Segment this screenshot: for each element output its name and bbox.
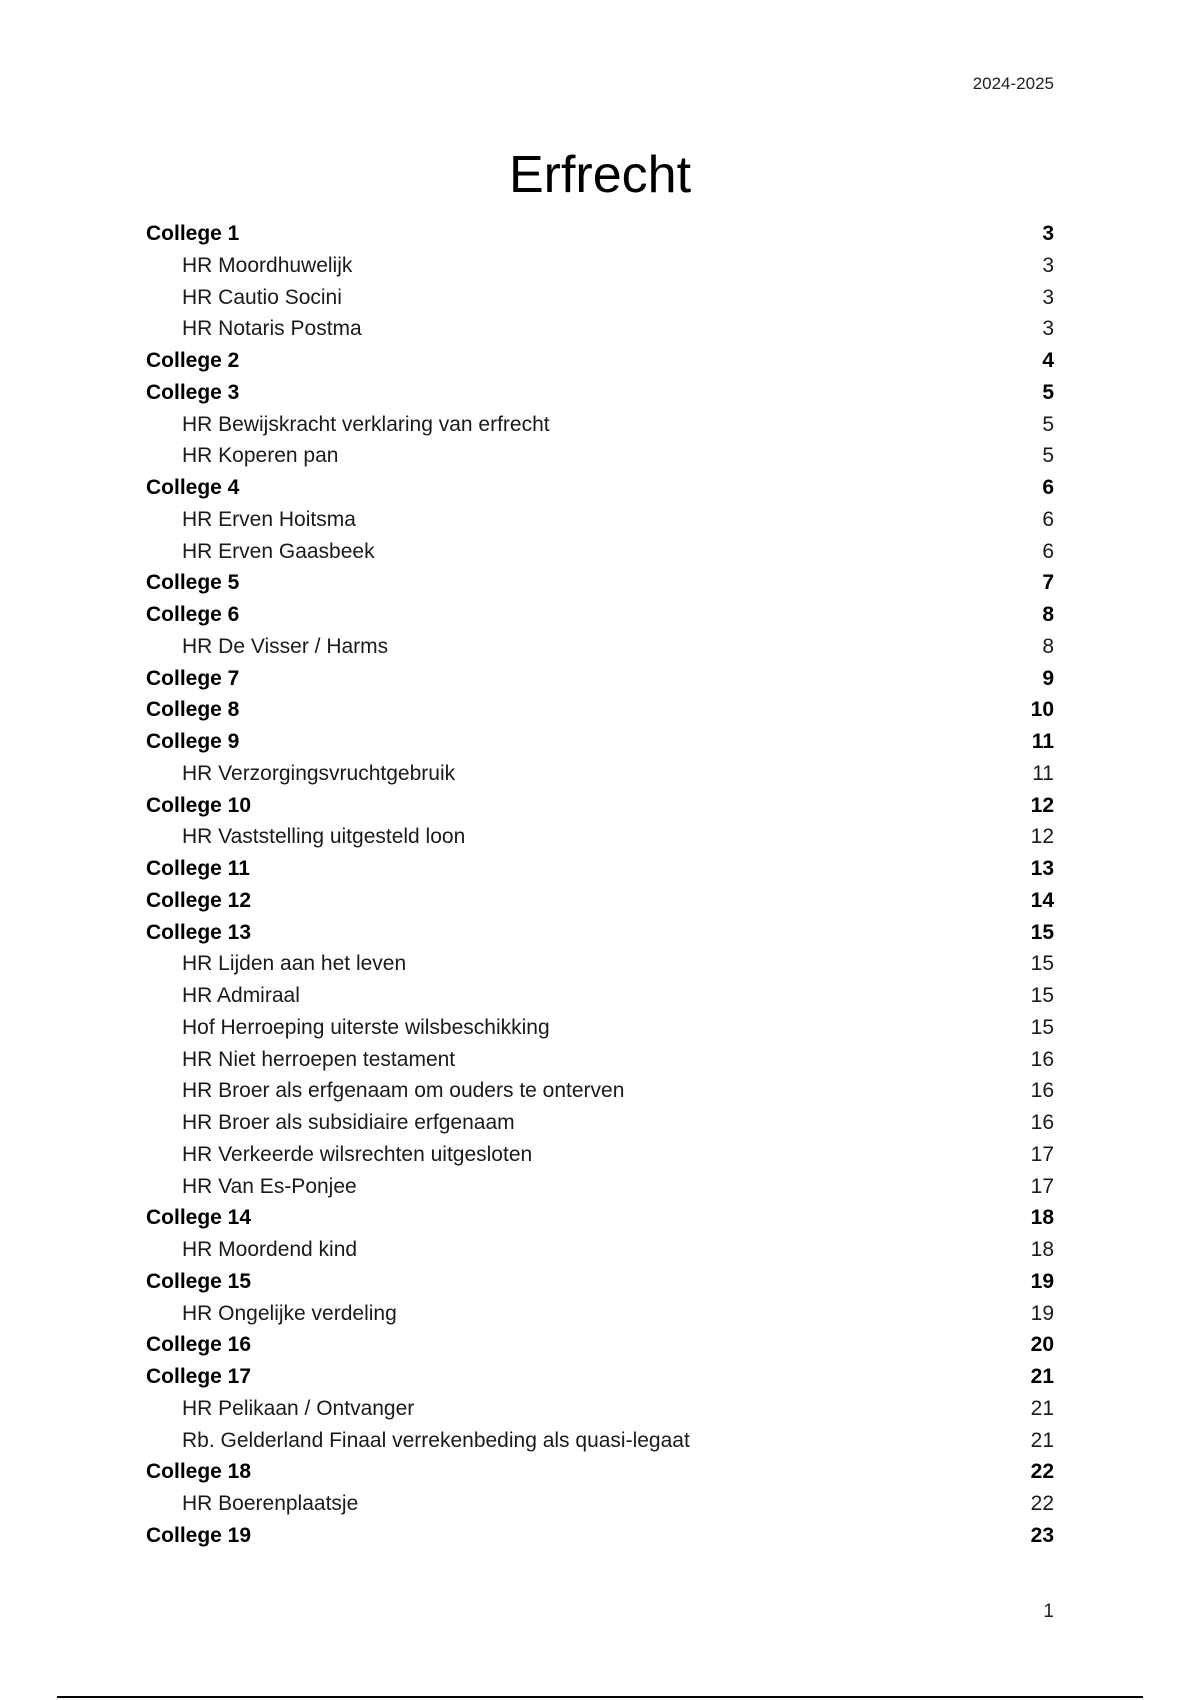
toc-entry-page-number: 3: [1042, 253, 1054, 277]
toc-case-entry[interactable]: [146, 1425, 1054, 1457]
toc-entry-label: College 17: [146, 1365, 252, 1388]
toc-entry-page-number: 17: [1030, 1174, 1054, 1198]
toc-entry-label: HR Moordend kind: [182, 1238, 358, 1261]
toc-case-entry[interactable]: [146, 282, 1054, 314]
toc-entry-label: HR Erven Gaasbeek: [182, 539, 375, 563]
toc-chapter-entry[interactable]: [146, 790, 1054, 822]
toc-entry-label: HR Broer als subsidiaire erfgenaam: [182, 1111, 515, 1134]
toc-entry-label: HR Pelikaan / Ontvanger: [182, 1396, 415, 1420]
toc-entry-page-number: 7: [1042, 571, 1054, 595]
toc-entry-label: College 2: [146, 349, 240, 372]
toc-case-entry[interactable]: [146, 1171, 1054, 1203]
toc-entry-page-number: 5: [1042, 444, 1054, 468]
toc-entry-page-number: 8: [1042, 634, 1054, 658]
toc-case-entry[interactable]: [146, 250, 1054, 282]
toc-entry-label: HR Verzorgingsvruchtgebruik: [182, 761, 456, 785]
toc-chapter-entry[interactable]: [146, 694, 1054, 726]
toc-entry-page-number: 22: [1030, 1492, 1054, 1515]
toc-case-entry[interactable]: [146, 536, 1054, 568]
toc-entry-page-number: 5: [1042, 380, 1054, 404]
toc-entry-page-number: 5: [1042, 412, 1054, 436]
toc-entry-label: HR Admiraal: [182, 984, 300, 1007]
toc-entry-label: HR De Visser / Harms: [182, 634, 389, 658]
document-title: Erfrecht: [508, 146, 692, 204]
toc-chapter-entry[interactable]: [146, 567, 1054, 599]
toc-entry-label: HR Van Es-Ponjee: [182, 1174, 357, 1198]
toc-entry-label: College 4: [146, 476, 240, 499]
toc-entry-page-number: 21: [1030, 1396, 1054, 1420]
toc-entry-page-number: 10: [1030, 698, 1054, 722]
toc-case-entry[interactable]: [146, 980, 1054, 1012]
toc-entry-label: College 11: [146, 857, 250, 880]
toc-chapter-entry[interactable]: [146, 1266, 1054, 1298]
toc-entry-page-number: 23: [1030, 1523, 1054, 1547]
toc-entry-page-number: 6: [1042, 476, 1054, 499]
toc-entry-page-number: 18: [1030, 1206, 1054, 1230]
toc-entry-page-number: 21: [1030, 1365, 1054, 1388]
toc-chapter-entry[interactable]: [146, 885, 1054, 917]
toc-entry-page-number: 3: [1042, 285, 1054, 309]
toc-entry-label: HR Moordhuwelijk: [182, 253, 353, 277]
toc-entry-label: College 18: [146, 1460, 252, 1484]
table-of-contents: [146, 218, 1054, 1552]
toc-case-entry[interactable]: [146, 504, 1054, 536]
toc-entry-label: College 13: [146, 920, 252, 944]
toc-entry-page-number: 20: [1030, 1333, 1054, 1357]
toc-entry-page-number: 14: [1030, 888, 1054, 912]
toc-entry-page-number: 16: [1030, 1047, 1054, 1071]
toc-entry-label: HR Niet herroepen testament: [182, 1047, 456, 1071]
toc-entry-page-number: 15: [1030, 952, 1054, 976]
toc-case-entry[interactable]: [146, 313, 1054, 345]
toc-entry-page-number: 11: [1032, 761, 1054, 785]
toc-case-entry[interactable]: [146, 1044, 1054, 1076]
toc-entry-page-number: 15: [1030, 920, 1054, 944]
toc-entry-label: College 5: [146, 571, 240, 595]
toc-entry-page-number: 16: [1030, 1111, 1054, 1134]
page-number: 1: [1043, 1601, 1054, 1622]
toc-entry-page-number: 11: [1031, 730, 1054, 753]
toc-entry-page-number: 21: [1030, 1428, 1054, 1452]
toc-entry-page-number: 8: [1042, 603, 1054, 626]
toc-case-entry[interactable]: [146, 440, 1054, 472]
toc-entry-page-number: 15: [1030, 984, 1054, 1007]
toc-case-entry[interactable]: [146, 1298, 1054, 1330]
toc-entry-page-number: 4: [1042, 349, 1054, 372]
toc-entry-label: HR Cautio Socini: [182, 285, 342, 309]
toc-chapter-entry[interactable]: [146, 472, 1054, 504]
toc-entry-page-number: 6: [1042, 539, 1054, 563]
toc-chapter-entry[interactable]: [146, 917, 1054, 949]
toc-entry-label: College 3: [146, 380, 240, 404]
toc-entry-label: College 9: [146, 730, 240, 753]
toc-entry-label: HR Koperen pan: [182, 444, 339, 468]
toc-case-entry[interactable]: [146, 409, 1054, 441]
toc-chapter-entry[interactable]: [146, 1329, 1054, 1361]
toc-entry-label: HR Broer als erfgenaam om ouders te onterven: [182, 1079, 625, 1103]
toc-case-entry[interactable]: [146, 1012, 1054, 1044]
toc-entry-page-number: 19: [1030, 1301, 1054, 1325]
toc-chapter-entry[interactable]: [146, 377, 1054, 409]
toc-case-entry[interactable]: [146, 948, 1054, 980]
toc-entry-label: HR Erven Hoitsma: [182, 507, 356, 531]
toc-entry-label: HR Ongelijke verdeling: [182, 1301, 397, 1325]
toc-chapter-entry[interactable]: [146, 1202, 1054, 1234]
toc-entry-page-number: 6: [1042, 507, 1054, 531]
toc-entry-label: College 7: [146, 666, 240, 690]
toc-entry-label: College 12: [146, 888, 252, 912]
toc-entry-page-number: 9: [1042, 666, 1054, 690]
toc-chapter-entry[interactable]: [146, 726, 1054, 758]
toc-entry-page-number: 18: [1030, 1238, 1054, 1261]
toc-entry-page-number: 22: [1030, 1460, 1054, 1484]
page-bottom-divider: [57, 1696, 1143, 1698]
toc-chapter-entry[interactable]: [146, 1456, 1054, 1488]
toc-case-entry[interactable]: [146, 1139, 1054, 1171]
toc-entry-label: College 15: [146, 1269, 252, 1293]
toc-entry-label: HR Verkeerde wilsrechten uitgesloten: [182, 1142, 533, 1166]
toc-case-entry[interactable]: [146, 1075, 1054, 1107]
toc-entry-page-number: 3: [1042, 317, 1054, 341]
toc-case-entry[interactable]: [146, 1234, 1054, 1266]
toc-chapter-entry[interactable]: [146, 1520, 1054, 1552]
toc-entry-page-number: 12: [1030, 793, 1054, 817]
toc-entry-page-number: 3: [1042, 222, 1054, 245]
toc-entry-page-number: 16: [1030, 1079, 1054, 1103]
toc-chapter-entry[interactable]: [146, 599, 1054, 631]
toc-entry-label: Hof Herroeping uiterste wilsbeschikking: [182, 1015, 550, 1039]
header-year: 2024-2025: [972, 74, 1054, 93]
toc-entry-page-number: 19: [1030, 1269, 1054, 1293]
toc-entry-label: HR Notaris Postma: [182, 317, 362, 341]
toc-entry-page-number: 13: [1030, 857, 1054, 880]
toc-entry-label: Rb. Gelderland Finaal verrekenbeding als quasi-legaat: [182, 1428, 690, 1452]
toc-case-entry[interactable]: [146, 1488, 1054, 1520]
toc-entry-page-number: 12: [1030, 825, 1054, 849]
toc-entry-label: HR Boerenplaatsje: [182, 1492, 359, 1515]
toc-entry-label: College 19: [146, 1523, 252, 1547]
toc-entry-label: College 16: [146, 1333, 252, 1357]
toc-chapter-entry[interactable]: [146, 218, 1054, 250]
toc-entry-label: College 14: [146, 1206, 252, 1230]
toc-case-entry[interactable]: [146, 821, 1054, 853]
toc-entry-label: College 8: [146, 698, 240, 722]
toc-entry-page-number: 15: [1030, 1015, 1054, 1039]
toc-entry-label: College 6: [146, 603, 240, 626]
toc-entry-label: HR Vaststelling uitgesteld loon: [182, 825, 466, 849]
toc-case-entry[interactable]: [146, 1393, 1054, 1425]
toc-case-entry[interactable]: [146, 1107, 1054, 1139]
toc-case-entry[interactable]: [146, 758, 1054, 790]
toc-chapter-entry[interactable]: [146, 853, 1054, 885]
toc-case-entry[interactable]: [146, 631, 1054, 663]
toc-entry-label: HR Lijden aan het leven: [182, 952, 407, 976]
toc-entry-page-number: 17: [1030, 1142, 1054, 1166]
toc-chapter-entry[interactable]: [146, 345, 1054, 377]
toc-chapter-entry[interactable]: [146, 1361, 1054, 1393]
toc-entry-label: College 10: [146, 793, 252, 817]
toc-chapter-entry[interactable]: [146, 663, 1054, 695]
toc-entry-label: College 1: [146, 222, 240, 245]
toc-entry-label: HR Bewijskracht verklaring van erfrecht: [182, 412, 550, 436]
